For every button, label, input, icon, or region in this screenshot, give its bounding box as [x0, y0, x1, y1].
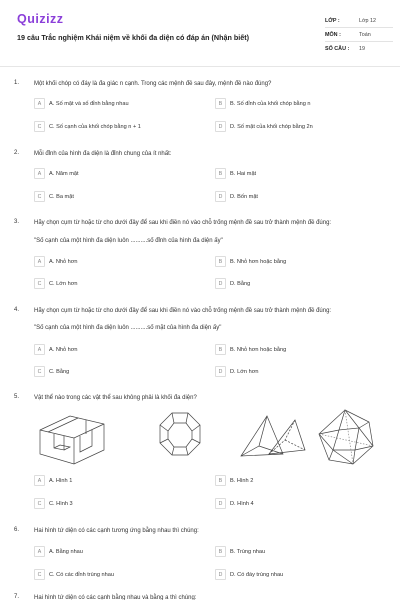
polyhedra-drawing	[34, 408, 384, 470]
meta-table	[325, 14, 393, 56]
question-statement: "Số cạnh của một hình đa diện luôn ..........số mặt của hình đa diện ấy"	[34, 325, 222, 331]
option-d[interactable]	[215, 191, 258, 202]
option-letter: A	[34, 168, 45, 179]
option-text: D. Hình 4	[230, 500, 254, 507]
meta-value: 19	[359, 46, 365, 52]
option-text: A. Số mặt và số đỉnh bằng nhau	[49, 100, 129, 107]
option-letter: D	[215, 278, 226, 289]
option-letter: B	[215, 168, 226, 179]
option-letter: B	[215, 256, 226, 267]
option-text: B. Nhỏ hơn hoặc bằng	[230, 346, 287, 353]
option-text: D. Số mặt của khối chóp bằng 2n	[230, 123, 313, 130]
option-text: A. Nhỏ hơn	[49, 258, 78, 265]
figure-3-shape	[241, 416, 305, 456]
meta-value: Toán	[359, 31, 371, 38]
option-text: A. Bằng nhau	[49, 548, 83, 555]
meta-row-class	[325, 14, 393, 28]
option-text: A. Nhỏ hơn	[49, 346, 78, 353]
meta-label: LỚP :	[325, 17, 340, 24]
option-letter: D	[215, 191, 226, 202]
option-text: C. Số cạnh của khối chóp bằng n + 1	[49, 123, 141, 130]
meta-row-subject	[325, 28, 393, 42]
option-b[interactable]	[215, 344, 286, 355]
option-letter: A	[34, 475, 45, 486]
document-header	[0, 0, 400, 66]
option-d[interactable]	[215, 498, 254, 509]
option-text: C. Hình 3	[49, 500, 73, 507]
quizizz-logo: Quizizz	[17, 12, 64, 26]
figure-2-shape	[160, 413, 200, 455]
option-text: B. Trùng nhau	[230, 548, 266, 555]
option-letter: B	[215, 344, 226, 355]
option-text: D. Có đáy trùng nhau	[230, 571, 284, 578]
question-text: Hãy chọn cụm từ hoặc từ cho dưới đây để sau khi điền nó vào chỗ trống mệnh đề sau trở thành mệnh đề đúng:	[34, 308, 332, 314]
question-text: Vật thể nào trong các vật thể sau không phải là khối đa diện?	[34, 395, 197, 401]
option-b[interactable]	[215, 475, 253, 486]
option-a[interactable]	[34, 168, 79, 179]
option-letter: D	[215, 366, 226, 377]
option-text: A. Năm mặt	[49, 170, 79, 177]
option-d[interactable]	[215, 366, 258, 377]
option-text: A. Hình 1	[49, 477, 73, 484]
question-number: 6.	[14, 527, 20, 533]
meta-value: Lớp 12	[359, 17, 377, 24]
option-text: C. Lớn hơn	[49, 280, 78, 287]
option-c[interactable]	[34, 278, 77, 289]
option-c[interactable]	[34, 569, 114, 580]
option-text: B. Số đỉnh của khối chóp bằng n	[230, 100, 311, 107]
document-title: 19 câu Trắc nghiệm Khái niệm về khối đa diện có đáp án (Nhận biết)	[17, 33, 250, 42]
option-c[interactable]	[34, 498, 73, 509]
figure-1-shape	[40, 416, 104, 464]
option-a[interactable]	[34, 256, 78, 267]
option-letter: B	[215, 475, 226, 486]
question-number: 1.	[14, 80, 20, 86]
option-b[interactable]	[215, 98, 311, 109]
question-number: 7.	[14, 594, 20, 600]
question-text: Một khối chóp có đáy là đa giác n cạnh. Trong các mệnh đề sau đây, mệnh đề nào đúng?	[34, 81, 272, 87]
question-statement: "Số cạnh của một hình đa diện luôn ..........số đỉnh của hình đa diện ấy"	[34, 238, 223, 244]
question-number: 3.	[14, 219, 20, 225]
option-a[interactable]	[34, 546, 83, 557]
option-a[interactable]	[34, 475, 72, 486]
option-b[interactable]	[215, 546, 265, 557]
option-letter: C	[34, 121, 45, 132]
polyhedra-figure	[34, 408, 384, 470]
option-b[interactable]	[215, 256, 286, 267]
question-text: Hai hình tứ diện có các cạnh tương ứng bằng nhau thì chúng:	[34, 528, 199, 534]
question-number: 5.	[14, 394, 20, 400]
question-number: 4.	[14, 307, 20, 313]
meta-row-count	[325, 42, 393, 56]
option-b[interactable]	[215, 168, 256, 179]
option-text: C. Có các đỉnh trùng nhau	[49, 571, 114, 578]
question-number: 2.	[14, 150, 20, 156]
option-d[interactable]	[215, 121, 313, 132]
option-c[interactable]	[34, 191, 74, 202]
option-c[interactable]	[34, 121, 141, 132]
option-letter: C	[34, 278, 45, 289]
option-text: D. Lớn hơn	[230, 368, 259, 375]
option-letter: B	[215, 546, 226, 557]
option-a[interactable]	[34, 98, 129, 109]
question-text: Mỗi đỉnh của hình đa diện là đỉnh chung của ít nhất:	[34, 151, 172, 157]
option-a[interactable]	[34, 344, 78, 355]
question-text: Hãy chọn cụm từ hoặc từ cho dưới đây để sau khi điền nó vào chỗ trống mệnh đề sau trở thành mệnh đề đúng:	[34, 220, 332, 226]
option-letter: A	[34, 546, 45, 557]
meta-label: SỐ CÂU :	[325, 46, 350, 52]
option-letter: C	[34, 569, 45, 580]
figure-4-shape	[319, 410, 373, 464]
option-text: D. Bốn mặt	[230, 193, 258, 200]
option-c[interactable]	[34, 366, 69, 377]
option-letter: A	[34, 344, 45, 355]
option-text: C. Ba mặt	[49, 193, 74, 200]
question-text: Hai hình tứ diện có các cạnh bằng nhau và bằng a thì chúng:	[34, 595, 197, 600]
option-letter: A	[34, 256, 45, 267]
option-letter: A	[34, 98, 45, 109]
meta-label: MÔN :	[325, 31, 341, 38]
option-letter: C	[34, 498, 45, 509]
option-letter: C	[34, 191, 45, 202]
header-divider	[0, 66, 400, 67]
option-letter: D	[215, 498, 226, 509]
option-text: D. Bằng	[230, 280, 251, 287]
option-text: B. Hai mặt	[230, 170, 257, 177]
option-d[interactable]	[215, 569, 283, 580]
option-d[interactable]	[215, 278, 250, 289]
option-letter: D	[215, 569, 226, 580]
option-text: B. Hình 2	[230, 477, 254, 484]
option-text: B. Nhỏ hơn hoặc bằng	[230, 258, 287, 265]
option-letter: B	[215, 98, 226, 109]
option-letter: C	[34, 366, 45, 377]
option-text: C. Bằng	[49, 368, 70, 375]
option-letter: D	[215, 121, 226, 132]
